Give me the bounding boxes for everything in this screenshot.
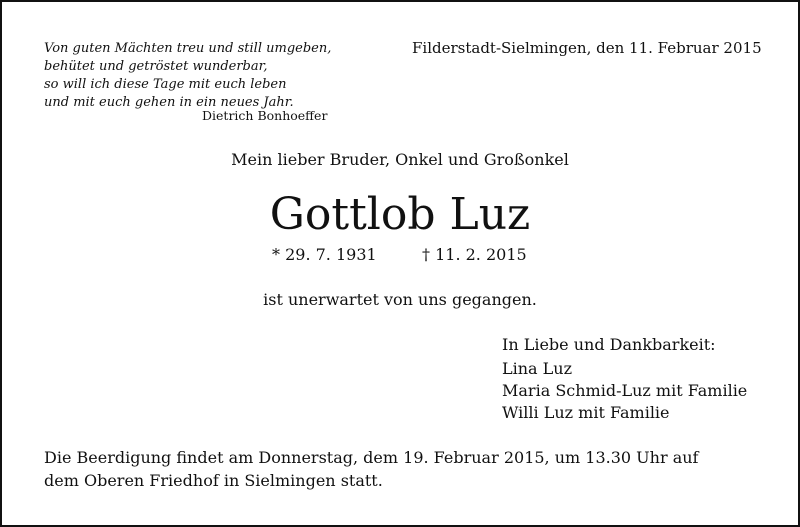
mourners-list xyxy=(502,358,747,424)
place-and-date: Filderstadt-Sielmingen, den 11. Februar 2015 xyxy=(412,39,762,57)
funeral-line: dem Oberen Friedhof in Sielmingen statt. xyxy=(44,471,383,490)
mourner-name: Willi Luz mit Familie xyxy=(502,403,670,422)
funeral-info xyxy=(44,446,764,492)
passed-away-line: ist unerwartet von uns gegangen. xyxy=(263,290,537,309)
funeral-line: Die Beerdigung findet am Donnerstag, dem 19. Februar 2015, um 13.30 Uhr auf xyxy=(44,448,699,467)
poem-line: Von guten Mächten treu und still umgeben, xyxy=(44,41,332,56)
poem-line: und mit euch gehen in ein neues Jahr. xyxy=(44,95,294,110)
death-date: † 11. 2. 2015 xyxy=(422,245,527,264)
birth-date: * 29. 7. 1931 xyxy=(272,245,377,264)
poem-line: so will ich diese Tage mit euch leben xyxy=(44,77,287,92)
relation-line: Mein lieber Bruder, Onkel und Großonkel xyxy=(231,150,569,169)
mourners-heading: In Liebe und Dankbarkeit: xyxy=(502,335,716,354)
deceased-name: Gottlob Luz xyxy=(269,189,531,240)
mourner-name: Lina Luz xyxy=(502,359,573,378)
mourner-name: Maria Schmid-Luz mit Familie xyxy=(502,381,748,400)
poem-quote xyxy=(44,40,344,112)
poem-author: Dietrich Bonhoeffer xyxy=(202,108,328,123)
poem-line: behütet und getröstet wunderbar, xyxy=(44,59,268,74)
